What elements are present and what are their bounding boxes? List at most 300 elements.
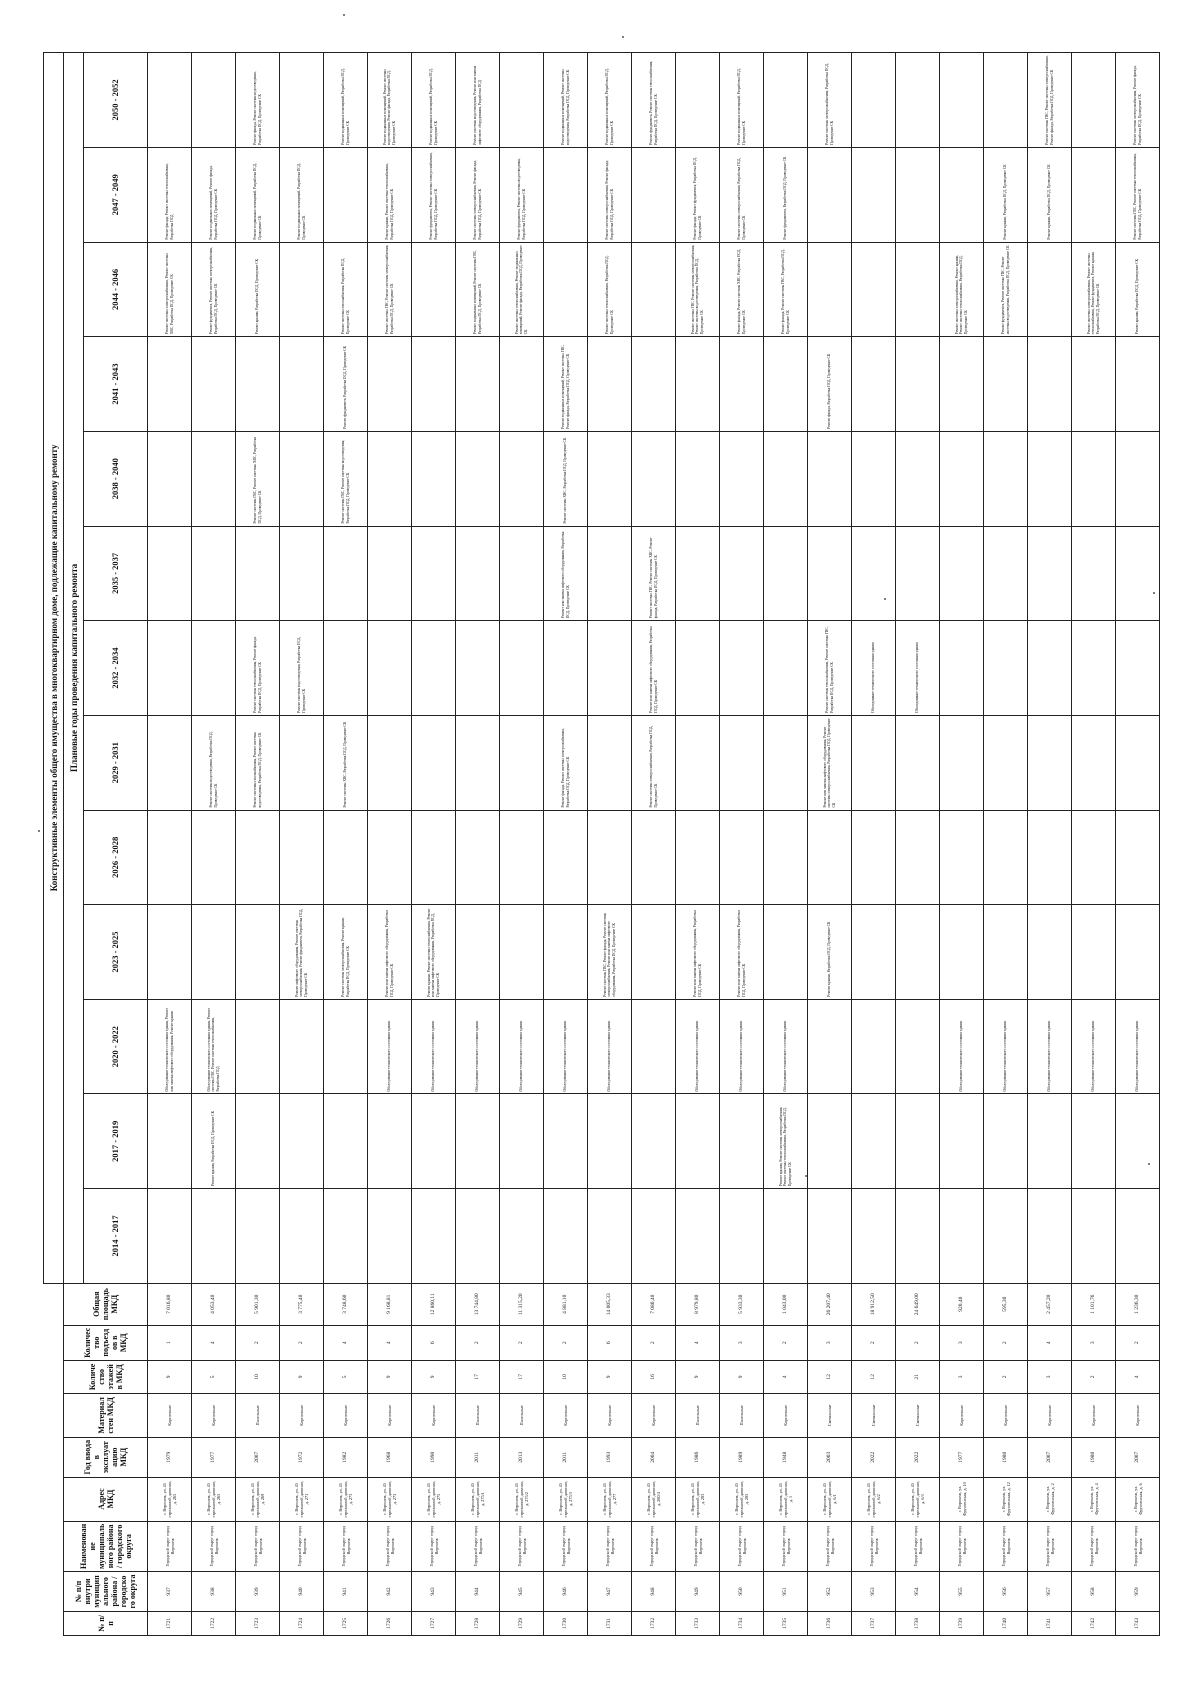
row-wall-material: Панельные [676, 1393, 720, 1437]
col-period: 2038 - 2040 [84, 431, 148, 526]
table-row [148, 53, 192, 1636]
col-entrances: Количество подъездов в МКД [64, 1325, 148, 1360]
row-address: г. Воронеж, ул. Фрунзенская, д. 10 [940, 1477, 984, 1521]
table-row [1028, 53, 1072, 1636]
repair-cell: Ремонт фундамента, Разработка ПСД, Проведение СК [764, 147, 808, 242]
repair-cell [192, 526, 236, 621]
repair-cell [236, 1189, 280, 1284]
repair-cell: Ремонт крыши, Разработка ПСД, Проведение СК [1116, 242, 1160, 337]
row-no: 1732 [632, 1611, 676, 1635]
repair-cell [500, 53, 544, 148]
row-wall-material: Панельные [236, 1393, 280, 1437]
repair-cell: Ремонт подвальных помещений, Разработка ПСД, Проведение СК [588, 53, 632, 148]
col-period: 2017 - 2019 [84, 1094, 148, 1189]
repair-cell [280, 1189, 324, 1284]
table-row [456, 53, 500, 1636]
repair-cell: Ремонт крыши, Разработка ПСД, Проведение СК [192, 1094, 236, 1189]
row-no: 1724 [280, 1611, 324, 1635]
repair-cell [412, 715, 456, 810]
repair-cell: Ремонт фундамента, Ремонт системы электроснабжения, Разработка ПСД, Проведение СК [192, 242, 236, 337]
repair-cell [500, 715, 544, 810]
repair-cell [1116, 1094, 1160, 1189]
row-no-in-district: 942 [368, 1572, 412, 1612]
repair-cell [324, 1094, 368, 1189]
row-no: 1736 [808, 1611, 852, 1635]
super-title: Конструктивные элементы общего имущества в многоквартирном доме, подлежащие капитальному ремонту [44, 53, 64, 1284]
repair-cell: Ремонт системы водоотведения, Разработка ПСД, Проведение СК [280, 621, 324, 716]
col-district: Наименование муниципального района / городского округа [64, 1521, 148, 1572]
repair-cell [896, 431, 940, 526]
row-address: г. Воронеж, ул. 45 стрелковой дивизии, д. 6/2 [852, 1477, 896, 1521]
repair-cell: Ремонт системы газоснабжения, Ремонт системы водоотведения, Разработка ПСД, Проведение СК [236, 715, 280, 810]
row-district: Городской округ город Воронеж [280, 1521, 324, 1572]
repair-cell: Ремонт подвальных помещений, Разработка ПСД, Проведение СК [720, 53, 764, 148]
col-wall-material: Материал стен МКД [64, 1393, 148, 1437]
repair-cell [632, 337, 676, 432]
row-address: г. Воронеж, ул. 45 стрелковой дивизии, д. 283 [676, 1477, 720, 1521]
row-wall-material: Кирпичные [1072, 1393, 1116, 1437]
repair-cell: Ремонт фасада, Ремонт системы ГВС, Разработка ПСД, Проведение СК [764, 242, 808, 337]
repair-cell: Обследование технического состояния здания [896, 621, 940, 716]
repair-cell: Ремонт системы ГВС, Ремонт системы электроснабжения, Ремонт системы водоотведения, Разработка ПСД, Проведение СК [676, 242, 720, 337]
repair-cell [324, 1189, 368, 1284]
row-floors: 17 [500, 1360, 544, 1393]
repair-cell [412, 526, 456, 621]
row-no-in-district: 959 [1116, 1572, 1160, 1612]
repair-cell [148, 53, 192, 148]
repair-cell: Ремонт фасада, Ремонт системы ХВС, Разработка ПСД, Проведение СК [720, 242, 764, 337]
col-period: 2014 - 2017 [84, 1189, 148, 1284]
row-no: 1721 [148, 1611, 192, 1635]
repair-cell [544, 905, 588, 1000]
repair-cell [676, 1189, 720, 1284]
row-district: Городской округ город Воронеж [632, 1521, 676, 1572]
row-wall-material: Кирпичные [632, 1393, 676, 1437]
repair-cell [236, 905, 280, 1000]
row-floors: 21 [896, 1360, 940, 1393]
repair-cell [148, 905, 192, 1000]
row-floors: 10 [544, 1360, 588, 1393]
repair-cell [368, 526, 412, 621]
row-no-in-district: 951 [764, 1572, 808, 1612]
repair-cell [280, 242, 324, 337]
repair-cell [720, 431, 764, 526]
row-no-in-district: 957 [1028, 1572, 1072, 1612]
row-no-in-district: 937 [148, 1572, 192, 1612]
repair-cell [720, 621, 764, 716]
repair-cell [324, 147, 368, 242]
row-district: Городской округ город Воронеж [676, 1521, 720, 1572]
repair-cell [984, 905, 1028, 1000]
repair-cell: Ремонт системы ГВС, Ремонт системы ХВС, Разработка ПСД, Проведение СК [236, 431, 280, 526]
repair-cell [984, 526, 1028, 621]
row-no-in-district: 938 [192, 1572, 236, 1612]
row-year-built: 2007 [236, 1437, 280, 1477]
repair-cell [1116, 715, 1160, 810]
row-entrances: 4 [1028, 1325, 1072, 1360]
repair-cell [412, 1189, 456, 1284]
row-wall-material: Кирпичные [544, 1393, 588, 1437]
repair-cell: Ремонт системы ГВС, Ремонт системы электроснабжения, Ремонт фасада, Разработка ПСД, Проведение СК [1028, 53, 1072, 148]
repair-cell [896, 526, 940, 621]
table-row [984, 53, 1028, 1636]
row-entrances: 1 [148, 1325, 192, 1360]
repair-cell [280, 1094, 324, 1189]
repair-cell: Ремонт системы электроснабжения, Ремонт фасада, Разработка ПСД, Проведение СК [588, 147, 632, 242]
table-row [588, 53, 632, 1636]
repair-cell [676, 1094, 720, 1189]
repair-cell [896, 337, 940, 432]
repair-cell: Ремонт подвальных помещений, Ремонт системы водоотведения, Ремонт фасада, Разработка ПСД, Проведение СК [368, 53, 412, 148]
repair-cell [1072, 431, 1116, 526]
repair-cell [764, 810, 808, 905]
row-area: 24 649,00 [896, 1283, 940, 1325]
row-floors: 12 [852, 1360, 896, 1393]
row-entrances: 3 [808, 1325, 852, 1360]
repair-cell: Ремонт подвальных помещений, Ремонт системы ГВС, Разработка ПСД, Проведение СК [456, 242, 500, 337]
row-entrances: 4 [676, 1325, 720, 1360]
repair-cell [676, 53, 720, 148]
repair-cell: Ремонт системы электроснабжения, Ремонт системы теплоснабжения, Ремонт фундамента, Ремонт крыши, Разработка ПСД, Проведение СК [1072, 242, 1116, 337]
row-address: г. Воронеж, ул. 45 стрелковой дивизии, д. 1 [764, 1477, 808, 1521]
row-no: 1743 [1116, 1611, 1160, 1635]
row-area: 14 005,33 [588, 1283, 632, 1325]
repair-cell: Ремонт фундамента, Ремонт системы электроснабжения, Разработка ПСД, Проведение СК [412, 147, 456, 242]
repair-cell [676, 621, 720, 716]
repair-cell: Обследование технического состояния здания [984, 999, 1028, 1094]
row-area: 595,30 [984, 1283, 1028, 1325]
table-row [852, 53, 896, 1636]
repair-cell: Ремонт фасада, Ремонт системы водоотведения, Разработка ПСД, Проведение СК [236, 53, 280, 148]
table-row [500, 53, 544, 1636]
row-no: 1723 [236, 1611, 280, 1635]
repair-cell [764, 1189, 808, 1284]
repair-cell [368, 810, 412, 905]
repair-cell: Обследование технического состояния здания [940, 999, 984, 1094]
repair-cell: Обследование технического состояния здания [588, 999, 632, 1094]
repair-cell [896, 242, 940, 337]
row-no-in-district: 954 [896, 1572, 940, 1612]
row-wall-material: Кирпичные [764, 1393, 808, 1437]
repair-cell [676, 431, 720, 526]
repair-cell [808, 1189, 852, 1284]
repair-cell: Обследование технического состояния здания [412, 999, 456, 1094]
repair-cell: Ремонт фундамента, Ремонт системы теплоснабжения, Разработка ПСД, Проведение СК [632, 53, 676, 148]
row-no-in-district: 955 [940, 1572, 984, 1612]
repair-cell [1072, 147, 1116, 242]
row-address: г. Воронеж, ул. Фрунзенская, д. 6 [1116, 1477, 1160, 1521]
table-row [280, 53, 324, 1636]
repair-cell: Ремонт системы электроснабжения, Разработка ПСД, Проведение СК [720, 147, 764, 242]
repair-cell: Обследование технического состояния здания [1072, 999, 1116, 1094]
repair-cell [544, 1189, 588, 1284]
row-district: Городской округ город Воронеж [368, 1521, 412, 1572]
row-area: 1 101,76 [1072, 1283, 1116, 1325]
repair-cell [1072, 621, 1116, 716]
row-area: 8 979,80 [676, 1283, 720, 1325]
row-area: 5 901,30 [236, 1283, 280, 1325]
table-row [192, 53, 236, 1636]
repair-cell [280, 53, 324, 148]
repair-cell [368, 715, 412, 810]
row-wall-material: Кирпичные [984, 1393, 1028, 1437]
row-wall-material: Кирпичные [588, 1393, 632, 1437]
col-period: 2050 - 2052 [84, 53, 148, 148]
repair-cell [632, 810, 676, 905]
row-no-in-district: 946 [544, 1572, 588, 1612]
row-district: Городской округ город Воронеж [1072, 1521, 1116, 1572]
repair-cell [588, 810, 632, 905]
row-address: г. Воронеж, ул. 45 стрелковой дивизии, д. 6/3 [896, 1477, 940, 1521]
repair-cell [940, 147, 984, 242]
row-address: г. Воронеж, ул. 45 стрелковой дивизии, д. 265 [192, 1477, 236, 1521]
repair-cell [1072, 1094, 1116, 1189]
repair-cell [852, 1189, 896, 1284]
row-no: 1731 [588, 1611, 632, 1635]
repair-cell: Ремонт или замена лифтового оборудования, Ремонт системы электроснабжения, Разработка ПСД, Проведение СК [808, 715, 852, 810]
repair-cell [632, 431, 676, 526]
repair-cell: Обследование технического состояния здания [720, 999, 764, 1094]
row-wall-material: Панельные [720, 1393, 764, 1437]
repair-cell [1072, 337, 1116, 432]
repair-cell [764, 53, 808, 148]
row-year-built: 1977 [192, 1437, 236, 1477]
row-no-in-district: 952 [808, 1572, 852, 1612]
row-district: Городской округ город Воронеж [236, 1521, 280, 1572]
repair-cell: Ремонт системы электроснабжения, Разработка ПСД, Проведение СК [808, 53, 852, 148]
row-no: 1737 [852, 1611, 896, 1635]
row-floors: 3 [1028, 1360, 1072, 1393]
repair-cell [1116, 621, 1160, 716]
row-floors: 9 [368, 1360, 412, 1393]
row-year-built: 1982 [324, 1437, 368, 1477]
row-entrances: 2 [1116, 1325, 1160, 1360]
row-year-built: 1989 [720, 1437, 764, 1477]
repair-cell [1028, 337, 1072, 432]
repair-cell: Ремонт системы электроснабжения, Ремонт крыши, Разработка ПСД, Проведение СК [324, 905, 368, 1000]
repair-cell: Ремонт фундамента, Ремонт системы водоотведения, Разработка ПСД, Проведение СК [500, 147, 544, 242]
row-wall-material: Панельные [500, 1393, 544, 1437]
repair-cell [412, 621, 456, 716]
repair-cell [500, 526, 544, 621]
row-no: 1741 [1028, 1611, 1072, 1635]
row-entrances: 3 [1072, 1325, 1116, 1360]
row-no: 1725 [324, 1611, 368, 1635]
row-wall-material: Смешанные [808, 1393, 852, 1437]
repair-cell [764, 905, 808, 1000]
repair-cell [984, 1189, 1028, 1284]
row-wall-material: Панельные [456, 1393, 500, 1437]
row-no-in-district: 949 [676, 1572, 720, 1612]
row-no-in-district: 944 [456, 1572, 500, 1612]
row-no-in-district: 956 [984, 1572, 1028, 1612]
row-floors: 5 [192, 1360, 236, 1393]
repair-cell [1028, 1189, 1072, 1284]
repair-cell [1072, 810, 1116, 905]
repair-cell [1028, 621, 1072, 716]
repair-cell: Ремонт крыши, Разработка ПСД, Проведение СК [808, 905, 852, 1000]
repair-cell [544, 1094, 588, 1189]
repair-cell: Ремонт крыши, Ремонт системы теплоснабжения, Ремонт или замена лифтового оборудования, Разработка ПСД, Проведение СК [412, 905, 456, 1000]
repair-cell: Обследование технического состояния здания [1028, 999, 1072, 1094]
row-entrances: 3 [720, 1325, 764, 1360]
repair-cell [1116, 905, 1160, 1000]
repair-cell: Ремонт крыши, Разработка ПСД, Проведение СК [236, 242, 280, 337]
row-year-built: 1972 [280, 1437, 324, 1477]
repair-cell [588, 337, 632, 432]
row-floors: 10 [236, 1360, 280, 1393]
repair-cell [984, 431, 1028, 526]
repair-cell: Ремонт крыши, Разработка ПСД, Проведение СК [1028, 147, 1072, 242]
repair-cell: Ремонт подвальных помещений, Разработка ПСД, Проведение СК [412, 53, 456, 148]
repair-cell [808, 431, 852, 526]
table-row [896, 53, 940, 1636]
row-floors: 9 [148, 1360, 192, 1393]
repair-cell [588, 526, 632, 621]
repair-cell [148, 431, 192, 526]
repair-cell [236, 810, 280, 905]
table-row [1116, 53, 1160, 1636]
row-entrances: 2 [280, 1325, 324, 1360]
row-floors: 16 [632, 1360, 676, 1393]
repair-cell: Ремонт системы водоотведения, Разработка ПСД, Проведение СК [192, 715, 236, 810]
col-area: Общая площадь МКД [64, 1283, 148, 1325]
repair-cell: Ремонт системы водоотведения, Ремонт или замена лифтового оборудования, Разработка ПСД [456, 53, 500, 148]
repair-cell [1116, 810, 1160, 905]
row-no-in-district: 943 [412, 1572, 456, 1612]
row-year-built: 1993 [588, 1437, 632, 1477]
row-no: 1722 [192, 1611, 236, 1635]
col-period: 2041 - 2043 [84, 337, 148, 432]
row-area: 4 881,10 [544, 1283, 588, 1325]
col-period: 2047 - 2049 [84, 147, 148, 242]
col-period: 2035 - 2037 [84, 526, 148, 621]
row-no: 1728 [456, 1611, 500, 1635]
row-floors: 4 [764, 1360, 808, 1393]
repair-cell [1028, 810, 1072, 905]
row-area: 5 933,30 [720, 1283, 764, 1325]
repair-cell [500, 1094, 544, 1189]
row-wall-material: Кирпичные [148, 1393, 192, 1437]
repair-cell: Ремонт системы электроснабжения, Разработка ПСД, Проведение СК [632, 715, 676, 810]
row-entrances: 2 [764, 1325, 808, 1360]
row-area: 26 207,40 [808, 1283, 852, 1325]
row-area: 13 744,80 [456, 1283, 500, 1325]
row-floors: 4 [1116, 1360, 1160, 1393]
col-period: 2020 - 2022 [84, 999, 148, 1094]
repair-cell [940, 1189, 984, 1284]
repair-cell [280, 715, 324, 810]
repair-cell: Ремонт фундамента, Разработка ПСД, Проведение СК [324, 337, 368, 432]
repair-cell [368, 431, 412, 526]
row-area: 3 775,40 [280, 1283, 324, 1325]
repair-cell [280, 431, 324, 526]
repair-cell [852, 242, 896, 337]
row-wall-material: Кирпичные [324, 1393, 368, 1437]
repair-cell [1072, 53, 1116, 148]
repair-cell [368, 337, 412, 432]
repair-cell [676, 715, 720, 810]
repair-cell: Обследование технического состояния здания [456, 999, 500, 1094]
row-address: г. Воронеж, ул. 45 стрелковой дивизии, д. 280/4 [632, 1477, 676, 1521]
repair-cell: Ремонт подвальных помещений, Разработка ПСД, Проведение СК [324, 53, 368, 148]
row-entrances: 2 [852, 1325, 896, 1360]
repair-cell [1028, 431, 1072, 526]
repair-cell [676, 337, 720, 432]
repair-cell: Обследование технического состояния здания [764, 999, 808, 1094]
repair-cell [852, 337, 896, 432]
row-year-built: 2022 [896, 1437, 940, 1477]
row-area: 2 457,20 [1028, 1283, 1072, 1325]
repair-cell [896, 810, 940, 905]
row-entrances: 4 [324, 1325, 368, 1360]
repair-cell [456, 1094, 500, 1189]
row-address: г. Воронеж, ул. 45 стрелковой дивизии, д. 273 [324, 1477, 368, 1521]
repair-cell [324, 526, 368, 621]
repair-cell: Обследование технического состояния здания [500, 999, 544, 1094]
repair-cell [940, 905, 984, 1000]
repair-cell [632, 999, 676, 1094]
row-no-in-district: 941 [324, 1572, 368, 1612]
row-address: г. Воронеж, ул. 45 стрелковой дивизии, д. 275 [412, 1477, 456, 1521]
repair-cell [1116, 526, 1160, 621]
row-year-built: 2003 [808, 1437, 852, 1477]
repair-cell: Ремонт подвальных помещений, Разработка ПСД, Проведение СК [280, 147, 324, 242]
repair-cell [940, 621, 984, 716]
repair-cell [1028, 905, 1072, 1000]
row-no: 1742 [1072, 1611, 1116, 1635]
repair-cell [588, 1189, 632, 1284]
repair-cell: Ремонт или замена лифтового оборудования, Разработка ПСД, Проведение СК [676, 905, 720, 1000]
row-year-built: 1948 [764, 1437, 808, 1477]
row-no: 1733 [676, 1611, 720, 1635]
repair-cell [324, 999, 368, 1094]
table-row [720, 53, 764, 1636]
repair-cell [720, 1189, 764, 1284]
repair-cell [236, 999, 280, 1094]
repair-cell [412, 337, 456, 432]
row-district: Городской округ город Воронеж [808, 1521, 852, 1572]
row-address: г. Воронеж, ул. 45 стрелковой дивизии, д. 285 [720, 1477, 764, 1521]
repair-cell [764, 526, 808, 621]
repair-cell [764, 337, 808, 432]
planned-years-title: Плановые годы проведения капитального ремонта [64, 53, 84, 1284]
repair-cell: Ремонт фасада, Ремонт системы теплоснабжения, Разработка ПСД [148, 147, 192, 242]
repair-cell: Ремонт системы электроснабжения, Ремонт системы ХВС, Разработка ПСД, Проведение СК [148, 242, 192, 337]
col-period: 2026 - 2028 [84, 810, 148, 905]
repair-cell: Ремонт системы теплоснабжения, Ремонт системы ГВС, Разработка ПСД, Проведение СК [808, 621, 852, 716]
row-entrances: 3 [940, 1325, 984, 1360]
repair-cell [940, 810, 984, 905]
repair-cell [720, 1094, 764, 1189]
repair-cell [852, 905, 896, 1000]
repair-cell: Ремонт подвальных помещений, Разработка ПСД, Проведение СК [236, 147, 280, 242]
repair-cell [456, 526, 500, 621]
repair-cell [588, 715, 632, 810]
row-floors: 2 [1072, 1360, 1116, 1393]
repair-cell [764, 621, 808, 716]
repair-cell [412, 431, 456, 526]
repair-cell: Обследование технического состояния здания, Ремонт системы ГВС, Ремонт системы теплоснабжения, Разработка ПСД [192, 999, 236, 1094]
row-year-built: 2011 [544, 1437, 588, 1477]
repair-cell: Ремонт системы электроснабжения, Ремонт крыши, Ремонт системы теплоснабжения, Разработка ПСД, Проведение СК [940, 242, 984, 337]
repair-cell [940, 1094, 984, 1189]
row-area: 920,40 [940, 1283, 984, 1325]
repair-cell [896, 1094, 940, 1189]
row-floors: 9 [588, 1360, 632, 1393]
row-no: 1729 [500, 1611, 544, 1635]
planned-header-row [64, 53, 84, 1636]
